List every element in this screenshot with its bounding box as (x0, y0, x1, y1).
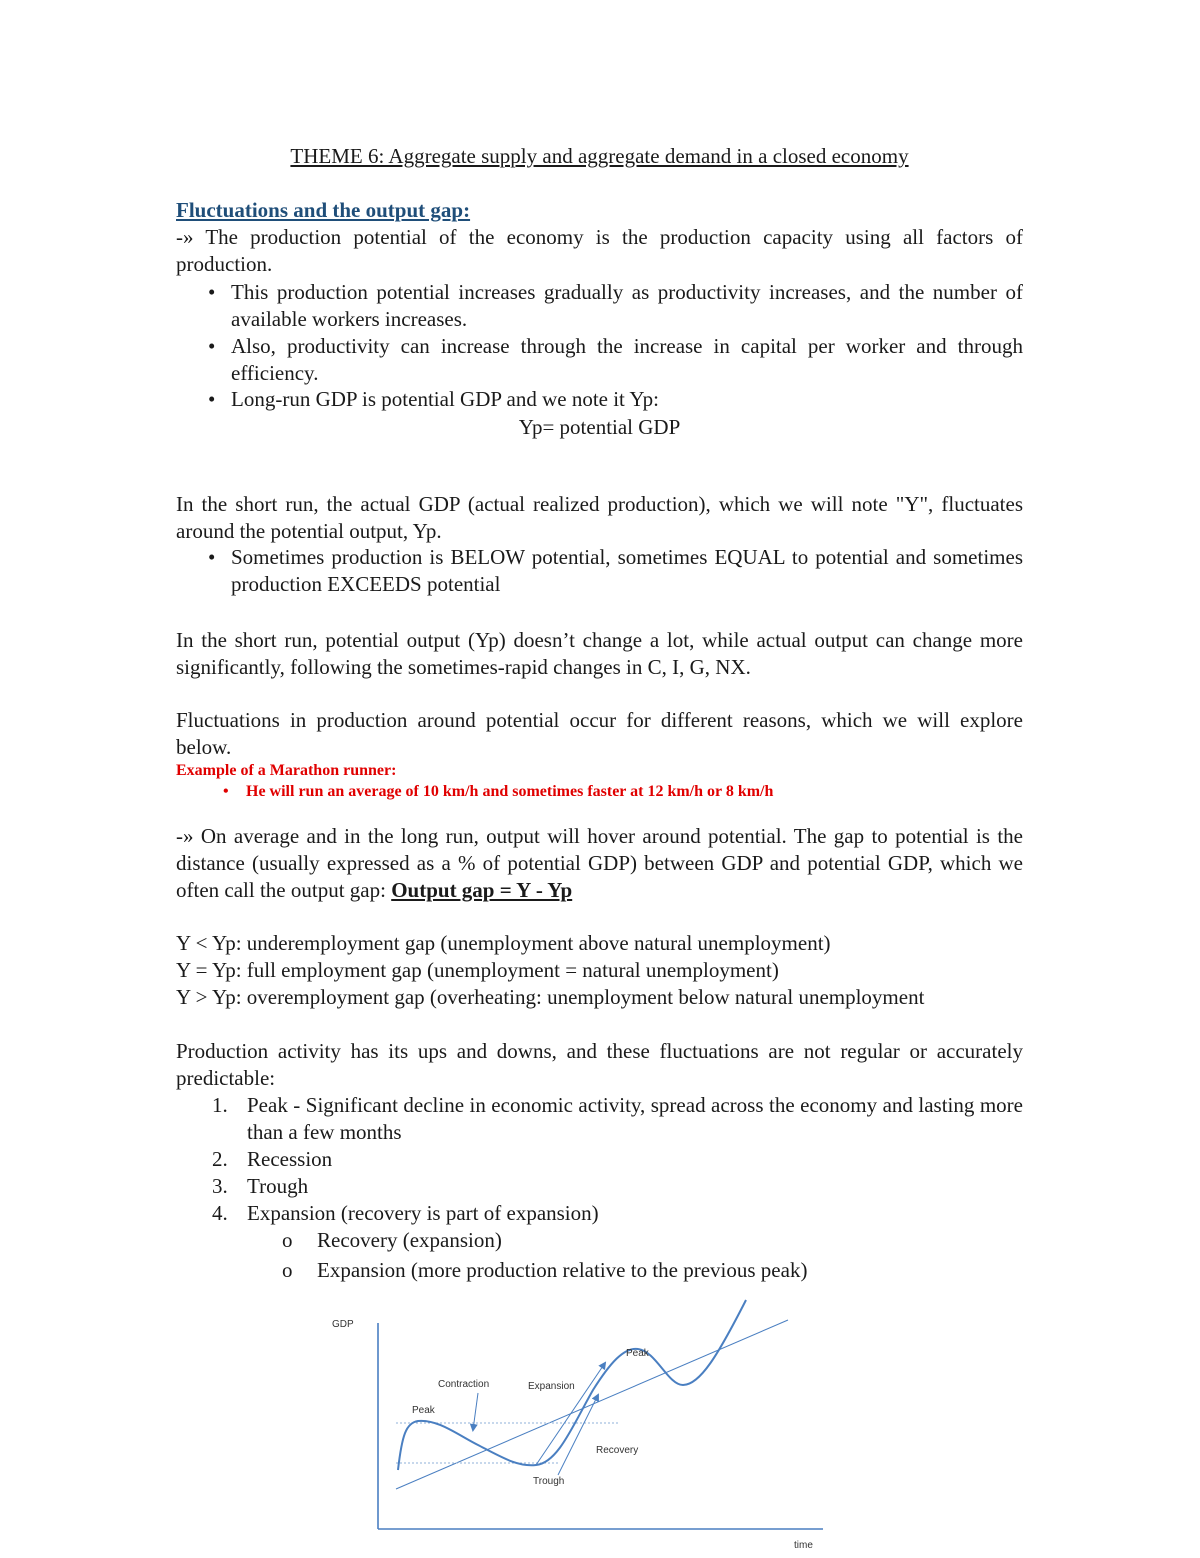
sub-item (282, 1257, 807, 1284)
example-title: Example of a Marathon runner: (176, 762, 397, 779)
business-cycle-chart (318, 1295, 828, 1553)
y-axis-label: GDP (332, 1319, 354, 1330)
contraction-arrow (473, 1393, 478, 1430)
item-number: 2. (212, 1147, 228, 1171)
gap-line: Y = Yp: full employment gap (unemployment = natural unemployment) (176, 958, 779, 982)
bullet-icon: • (208, 387, 216, 411)
gap-line: Y < Yp: underemployment gap (unemployment above natural unemployment) (176, 931, 831, 955)
section-heading: Fluctuations and the output gap: (176, 198, 471, 222)
expansion-arrow-2 (558, 1395, 598, 1475)
output-gap-paragraph (176, 823, 1023, 904)
bullet-item (208, 386, 1023, 413)
numbered-item (212, 1092, 1023, 1146)
sub-item-text: Recovery (expansion) (317, 1228, 502, 1252)
numbered-item (212, 1200, 1023, 1227)
short-run-paragraph: In the short run, the actual GDP (actual realized production), which we will note "Y", fluctuates around the potential output, Yp. (176, 492, 1023, 543)
example-bullet (208, 781, 1023, 803)
bullet-text: This production potential increases gradually as productivity increases, and the number of available workers increases. (231, 280, 1023, 331)
bullet-item (208, 544, 1023, 598)
bullet-text: Also, productivity can increase through the increase in capital per worker and through efficiency. (231, 334, 1023, 385)
item-text: Recession (247, 1147, 333, 1171)
fluctuations-paragraph: Fluctuations in production around potential occur for different reasons, which we will explore below. (176, 708, 1023, 759)
bullet-item (208, 333, 1023, 387)
sub-bullet-icon: o (282, 1258, 293, 1282)
sub-item (282, 1227, 502, 1254)
item-number: 1. (212, 1093, 228, 1117)
cycle-paragraph: Production activity has its ups and downs, and these fluctuations are not regular or accurately predictable: (176, 1039, 1023, 1090)
bullet-icon: • (223, 783, 229, 800)
gap-line: Y > Yp: overemployment gap (overheating: unemployment below natural unemployment (176, 985, 925, 1009)
annotation-recovery: Recovery (596, 1445, 639, 1456)
sub-bullet-icon: o (282, 1228, 293, 1252)
annotation-peak-1: Peak (412, 1405, 435, 1416)
bullet-icon: • (208, 280, 216, 304)
bullet-icon: • (208, 545, 216, 569)
numbered-item (212, 1146, 1023, 1173)
output-gap-formula: Output gap = Y - Yp (391, 878, 573, 902)
intro-paragraph: -» The production potential of the economy is the production capacity using all factors of production. (176, 225, 1023, 276)
example-text: He will run an average of 10 km/h and sometimes faster at 12 km/h or 8 km/h (246, 783, 774, 800)
item-number: 3. (212, 1174, 228, 1198)
page-title: THEME 6: Aggregate supply and aggregate demand in a closed economy (290, 144, 909, 168)
annotation-trough: Trough (533, 1476, 565, 1487)
annotation-peak-2: Peak (626, 1348, 649, 1359)
item-text: Trough (247, 1174, 309, 1198)
sub-item-text: Expansion (more production relative to the previous peak) (317, 1258, 808, 1282)
item-number: 4. (212, 1201, 228, 1225)
annotation-contraction: Contraction (438, 1379, 490, 1390)
item-text: Expansion (recovery is part of expansion) (247, 1201, 599, 1225)
bullet-text: Sometimes production is BELOW potential, sometimes EQUAL to potential and sometimes production EXCEEDS potential (231, 545, 1023, 596)
item-text: Peak - Significant decline in economic activity, spread across the economy and lasting more than a few months (247, 1093, 1023, 1144)
numbered-item (212, 1173, 1023, 1200)
annotation-expansion: Expansion (528, 1381, 575, 1392)
trend-line (396, 1320, 788, 1489)
bullet-icon: • (208, 334, 216, 358)
output-gap-text: -» On average and in the long run, output will hover around potential. The gap to potential is the distance (usually expressed as a % of potential GDP) between GDP and potential GDP, which we often call the output gap: (176, 824, 1023, 902)
short-run-paragraph-2: In the short run, potential output (Yp) doesn’t change a lot, while actual output can change more significantly, following the sometimes-rapid changes in C, I, G, NX. (176, 628, 1023, 679)
bullet-text: Long-run GDP is potential GDP and we note it Yp: (231, 387, 659, 411)
x-axis-label: time (794, 1540, 813, 1551)
yp-definition: Yp= potential GDP (518, 415, 681, 439)
chart-svg (318, 1295, 828, 1553)
bullet-item (208, 279, 1023, 333)
